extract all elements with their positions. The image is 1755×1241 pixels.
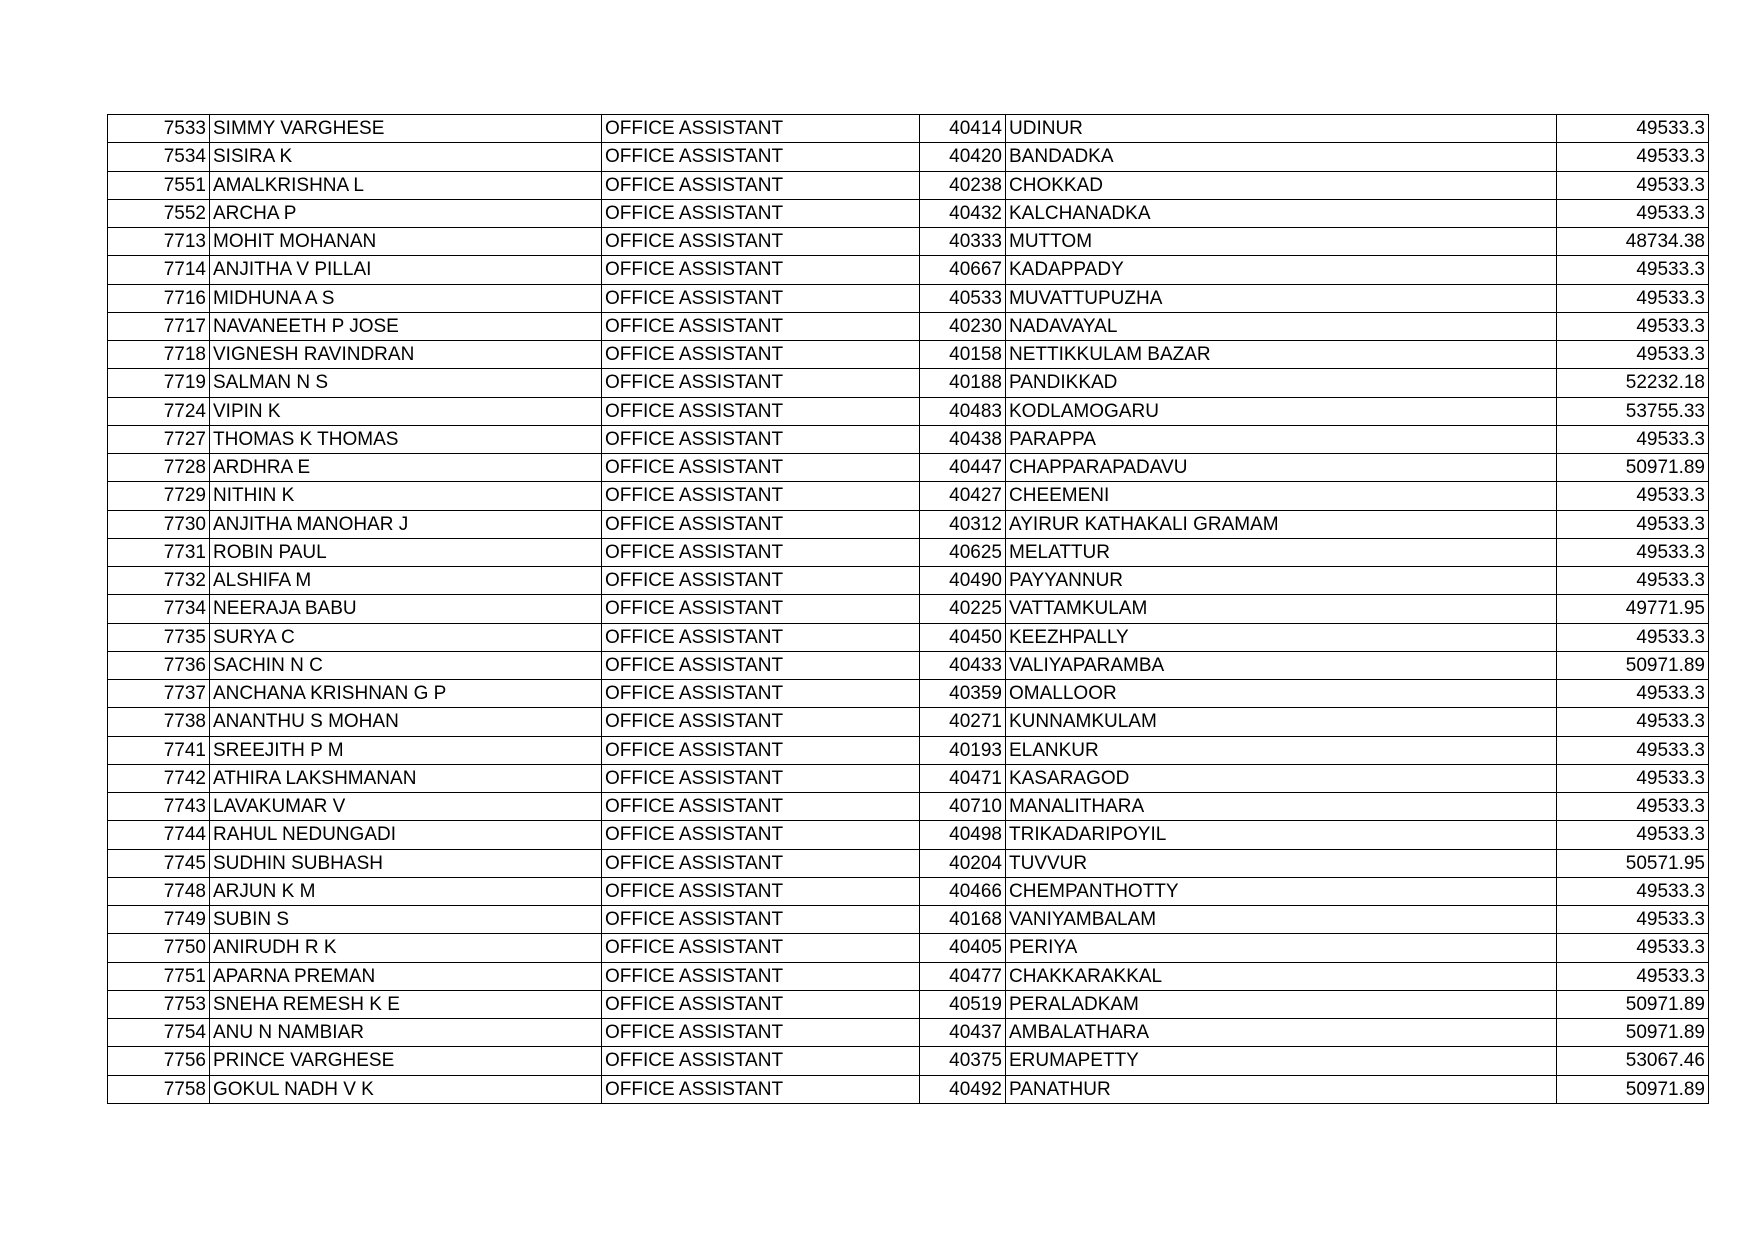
place-cell: PANDIKKAD: [1006, 369, 1557, 397]
table-row: [108, 171, 1709, 199]
name-cell: MIDHUNA A S: [210, 284, 602, 312]
place-cell: CHEEMENI: [1006, 482, 1557, 510]
amount-cell: 50571.95: [1557, 849, 1709, 877]
position-cell: OFFICE ASSISTANT: [602, 1019, 920, 1047]
code-cell: 40466: [920, 877, 1006, 905]
name-cell: NITHIN K: [210, 482, 602, 510]
name-cell: AMALKRISHNA L: [210, 171, 602, 199]
id-cell: 7735: [108, 623, 210, 651]
id-cell: 7736: [108, 651, 210, 679]
id-cell: 7754: [108, 1019, 210, 1047]
place-cell: KUNNAMKULAM: [1006, 708, 1557, 736]
amount-cell: 49533.3: [1557, 538, 1709, 566]
position-cell: OFFICE ASSISTANT: [602, 680, 920, 708]
name-cell: SUBIN S: [210, 906, 602, 934]
code-cell: 40230: [920, 312, 1006, 340]
name-cell: PRINCE VARGHESE: [210, 1047, 602, 1075]
position-cell: OFFICE ASSISTANT: [602, 341, 920, 369]
name-cell: ALSHIFA M: [210, 567, 602, 595]
place-cell: MUVATTUPUZHA: [1006, 284, 1557, 312]
position-cell: OFFICE ASSISTANT: [602, 849, 920, 877]
position-cell: OFFICE ASSISTANT: [602, 736, 920, 764]
name-cell: SUDHIN SUBHASH: [210, 849, 602, 877]
amount-cell: 53067.46: [1557, 1047, 1709, 1075]
name-cell: LAVAKUMAR V: [210, 793, 602, 821]
position-cell: OFFICE ASSISTANT: [602, 482, 920, 510]
name-cell: SREEJITH P M: [210, 736, 602, 764]
place-cell: PERIYA: [1006, 934, 1557, 962]
table-row: [108, 877, 1709, 905]
id-cell: 7753: [108, 990, 210, 1018]
table-row: [108, 680, 1709, 708]
place-cell: MUTTOM: [1006, 228, 1557, 256]
place-cell: VALIYAPARAMBA: [1006, 651, 1557, 679]
position-cell: OFFICE ASSISTANT: [602, 764, 920, 792]
name-cell: ANJITHA V PILLAI: [210, 256, 602, 284]
code-cell: 40533: [920, 284, 1006, 312]
place-cell: PANATHUR: [1006, 1075, 1557, 1103]
code-cell: 40433: [920, 651, 1006, 679]
code-cell: 40667: [920, 256, 1006, 284]
id-cell: 7727: [108, 425, 210, 453]
id-cell: 7716: [108, 284, 210, 312]
amount-cell: 50971.89: [1557, 651, 1709, 679]
position-cell: OFFICE ASSISTANT: [602, 228, 920, 256]
id-cell: 7713: [108, 228, 210, 256]
amount-cell: 50971.89: [1557, 990, 1709, 1018]
name-cell: SURYA C: [210, 623, 602, 651]
position-cell: OFFICE ASSISTANT: [602, 990, 920, 1018]
position-cell: OFFICE ASSISTANT: [602, 877, 920, 905]
id-cell: 7749: [108, 906, 210, 934]
name-cell: SISIRA K: [210, 143, 602, 171]
position-cell: OFFICE ASSISTANT: [602, 708, 920, 736]
code-cell: 40312: [920, 510, 1006, 538]
id-cell: 7534: [108, 143, 210, 171]
code-cell: 40359: [920, 680, 1006, 708]
code-cell: 40447: [920, 454, 1006, 482]
table-row: [108, 651, 1709, 679]
code-cell: 40204: [920, 849, 1006, 877]
id-cell: 7742: [108, 764, 210, 792]
position-cell: OFFICE ASSISTANT: [602, 256, 920, 284]
amount-cell: 49533.3: [1557, 736, 1709, 764]
name-cell: ANIRUDH R K: [210, 934, 602, 962]
place-cell: OMALLOOR: [1006, 680, 1557, 708]
code-cell: 40420: [920, 143, 1006, 171]
id-cell: 7551: [108, 171, 210, 199]
code-cell: 40427: [920, 482, 1006, 510]
id-cell: 7737: [108, 680, 210, 708]
id-cell: 7729: [108, 482, 210, 510]
code-cell: 40437: [920, 1019, 1006, 1047]
place-cell: AMBALATHARA: [1006, 1019, 1557, 1047]
amount-cell: 49533.3: [1557, 171, 1709, 199]
code-cell: 40471: [920, 764, 1006, 792]
position-cell: OFFICE ASSISTANT: [602, 425, 920, 453]
code-cell: 40375: [920, 1047, 1006, 1075]
code-cell: 40193: [920, 736, 1006, 764]
code-cell: 40492: [920, 1075, 1006, 1103]
name-cell: ANJITHA MANOHAR J: [210, 510, 602, 538]
amount-cell: 49533.3: [1557, 567, 1709, 595]
position-cell: OFFICE ASSISTANT: [602, 284, 920, 312]
amount-cell: 49533.3: [1557, 821, 1709, 849]
place-cell: TRIKADARIPOYIL: [1006, 821, 1557, 849]
id-cell: 7748: [108, 877, 210, 905]
name-cell: ROBIN PAUL: [210, 538, 602, 566]
table-row: [108, 1019, 1709, 1047]
code-cell: 40432: [920, 199, 1006, 227]
amount-cell: 50971.89: [1557, 454, 1709, 482]
code-cell: 40158: [920, 341, 1006, 369]
name-cell: SACHIN N C: [210, 651, 602, 679]
position-cell: OFFICE ASSISTANT: [602, 454, 920, 482]
data-table: [107, 114, 1709, 1104]
code-cell: 40271: [920, 708, 1006, 736]
name-cell: ANANTHU S MOHAN: [210, 708, 602, 736]
place-cell: BANDADKA: [1006, 143, 1557, 171]
id-cell: 7745: [108, 849, 210, 877]
position-cell: OFFICE ASSISTANT: [602, 623, 920, 651]
code-cell: 40519: [920, 990, 1006, 1018]
position-cell: OFFICE ASSISTANT: [602, 312, 920, 340]
position-cell: OFFICE ASSISTANT: [602, 651, 920, 679]
place-cell: KODLAMOGARU: [1006, 397, 1557, 425]
table-row: [108, 538, 1709, 566]
position-cell: OFFICE ASSISTANT: [602, 510, 920, 538]
name-cell: NAVANEETH P JOSE: [210, 312, 602, 340]
name-cell: GOKUL NADH V K: [210, 1075, 602, 1103]
id-cell: 7743: [108, 793, 210, 821]
amount-cell: 49533.3: [1557, 284, 1709, 312]
name-cell: APARNA PREMAN: [210, 962, 602, 990]
name-cell: ANU N NAMBIAR: [210, 1019, 602, 1047]
name-cell: ARJUN K M: [210, 877, 602, 905]
place-cell: UDINUR: [1006, 115, 1557, 143]
position-cell: OFFICE ASSISTANT: [602, 369, 920, 397]
place-cell: KASARAGOD: [1006, 764, 1557, 792]
amount-cell: 50971.89: [1557, 1019, 1709, 1047]
id-cell: 7724: [108, 397, 210, 425]
name-cell: ATHIRA LAKSHMANAN: [210, 764, 602, 792]
amount-cell: 49533.3: [1557, 906, 1709, 934]
table-row: [108, 962, 1709, 990]
table-row: [108, 821, 1709, 849]
table-row: [108, 567, 1709, 595]
code-cell: 40450: [920, 623, 1006, 651]
id-cell: 7714: [108, 256, 210, 284]
amount-cell: 49533.3: [1557, 312, 1709, 340]
code-cell: 40498: [920, 821, 1006, 849]
place-cell: PARAPPA: [1006, 425, 1557, 453]
place-cell: VATTAMKULAM: [1006, 595, 1557, 623]
position-cell: OFFICE ASSISTANT: [602, 595, 920, 623]
amount-cell: 49533.3: [1557, 962, 1709, 990]
table-row: [108, 990, 1709, 1018]
place-cell: KADAPPADY: [1006, 256, 1557, 284]
id-cell: 7552: [108, 199, 210, 227]
table-row: [108, 595, 1709, 623]
table-row: [108, 736, 1709, 764]
amount-cell: 49533.3: [1557, 708, 1709, 736]
table-row: [108, 1047, 1709, 1075]
place-cell: KALCHANADKA: [1006, 199, 1557, 227]
code-cell: 40625: [920, 538, 1006, 566]
id-cell: 7744: [108, 821, 210, 849]
amount-cell: 49533.3: [1557, 510, 1709, 538]
place-cell: CHAPPARAPADAVU: [1006, 454, 1557, 482]
amount-cell: 49533.3: [1557, 482, 1709, 510]
id-cell: 7741: [108, 736, 210, 764]
amount-cell: 49533.3: [1557, 623, 1709, 651]
table-body: [108, 115, 1709, 1104]
table-row: [108, 793, 1709, 821]
position-cell: OFFICE ASSISTANT: [602, 1075, 920, 1103]
id-cell: 7751: [108, 962, 210, 990]
place-cell: CHOKKAD: [1006, 171, 1557, 199]
table-row: [108, 341, 1709, 369]
place-cell: CHEMPANTHOTTY: [1006, 877, 1557, 905]
id-cell: 7717: [108, 312, 210, 340]
id-cell: 7731: [108, 538, 210, 566]
name-cell: MOHIT MOHANAN: [210, 228, 602, 256]
table-row: [108, 1075, 1709, 1103]
table-row: [108, 934, 1709, 962]
amount-cell: 48734.38: [1557, 228, 1709, 256]
amount-cell: 49533.3: [1557, 341, 1709, 369]
code-cell: 40225: [920, 595, 1006, 623]
name-cell: VIGNESH RAVINDRAN: [210, 341, 602, 369]
table-row: [108, 115, 1709, 143]
table-row: [108, 369, 1709, 397]
place-cell: ERUMAPETTY: [1006, 1047, 1557, 1075]
name-cell: ARDHRA E: [210, 454, 602, 482]
amount-cell: 49533.3: [1557, 115, 1709, 143]
table-row: [108, 284, 1709, 312]
name-cell: SIMMY VARGHESE: [210, 115, 602, 143]
position-cell: OFFICE ASSISTANT: [602, 143, 920, 171]
id-cell: 7728: [108, 454, 210, 482]
position-cell: OFFICE ASSISTANT: [602, 793, 920, 821]
table-row: [108, 510, 1709, 538]
table-row: [108, 708, 1709, 736]
amount-cell: 50971.89: [1557, 1075, 1709, 1103]
amount-cell: 49533.3: [1557, 199, 1709, 227]
name-cell: ANCHANA KRISHNAN G P: [210, 680, 602, 708]
id-cell: 7756: [108, 1047, 210, 1075]
name-cell: SALMAN N S: [210, 369, 602, 397]
table-row: [108, 143, 1709, 171]
code-cell: 40483: [920, 397, 1006, 425]
amount-cell: 49533.3: [1557, 256, 1709, 284]
place-cell: TUVVUR: [1006, 849, 1557, 877]
name-cell: VIPIN K: [210, 397, 602, 425]
position-cell: OFFICE ASSISTANT: [602, 115, 920, 143]
position-cell: OFFICE ASSISTANT: [602, 1047, 920, 1075]
position-cell: OFFICE ASSISTANT: [602, 171, 920, 199]
amount-cell: 53755.33: [1557, 397, 1709, 425]
amount-cell: 49771.95: [1557, 595, 1709, 623]
table-row: [108, 397, 1709, 425]
place-cell: VANIYAMBALAM: [1006, 906, 1557, 934]
code-cell: 40490: [920, 567, 1006, 595]
id-cell: 7718: [108, 341, 210, 369]
table-row: [108, 849, 1709, 877]
position-cell: OFFICE ASSISTANT: [602, 538, 920, 566]
amount-cell: 49533.3: [1557, 425, 1709, 453]
place-cell: NETTIKKULAM BAZAR: [1006, 341, 1557, 369]
amount-cell: 52232.18: [1557, 369, 1709, 397]
position-cell: OFFICE ASSISTANT: [602, 397, 920, 425]
code-cell: 40710: [920, 793, 1006, 821]
id-cell: 7533: [108, 115, 210, 143]
name-cell: THOMAS K THOMAS: [210, 425, 602, 453]
position-cell: OFFICE ASSISTANT: [602, 821, 920, 849]
position-cell: OFFICE ASSISTANT: [602, 934, 920, 962]
place-cell: ELANKUR: [1006, 736, 1557, 764]
name-cell: NEERAJA BABU: [210, 595, 602, 623]
position-cell: OFFICE ASSISTANT: [602, 906, 920, 934]
code-cell: 40414: [920, 115, 1006, 143]
table-row: [108, 623, 1709, 651]
place-cell: MELATTUR: [1006, 538, 1557, 566]
place-cell: PERALADKAM: [1006, 990, 1557, 1018]
amount-cell: 49533.3: [1557, 143, 1709, 171]
table-row: [108, 199, 1709, 227]
name-cell: ARCHA P: [210, 199, 602, 227]
amount-cell: 49533.3: [1557, 877, 1709, 905]
name-cell: SNEHA REMESH K E: [210, 990, 602, 1018]
amount-cell: 49533.3: [1557, 764, 1709, 792]
table-row: [108, 256, 1709, 284]
place-cell: CHAKKARAKKAL: [1006, 962, 1557, 990]
code-cell: 40188: [920, 369, 1006, 397]
id-cell: 7730: [108, 510, 210, 538]
position-cell: OFFICE ASSISTANT: [602, 567, 920, 595]
name-cell: RAHUL NEDUNGADI: [210, 821, 602, 849]
place-cell: PAYYANNUR: [1006, 567, 1557, 595]
table-row: [108, 312, 1709, 340]
code-cell: 40477: [920, 962, 1006, 990]
table-row: [108, 228, 1709, 256]
place-cell: MANALITHARA: [1006, 793, 1557, 821]
id-cell: 7750: [108, 934, 210, 962]
id-cell: 7734: [108, 595, 210, 623]
id-cell: 7732: [108, 567, 210, 595]
table-row: [108, 764, 1709, 792]
code-cell: 40405: [920, 934, 1006, 962]
position-cell: OFFICE ASSISTANT: [602, 962, 920, 990]
table-row: [108, 454, 1709, 482]
table-row: [108, 906, 1709, 934]
code-cell: 40333: [920, 228, 1006, 256]
id-cell: 7758: [108, 1075, 210, 1103]
id-cell: 7738: [108, 708, 210, 736]
code-cell: 40438: [920, 425, 1006, 453]
place-cell: NADAVAYAL: [1006, 312, 1557, 340]
table-row: [108, 425, 1709, 453]
amount-cell: 49533.3: [1557, 934, 1709, 962]
place-cell: AYIRUR KATHAKALI GRAMAM: [1006, 510, 1557, 538]
code-cell: 40168: [920, 906, 1006, 934]
position-cell: OFFICE ASSISTANT: [602, 199, 920, 227]
table-row: [108, 482, 1709, 510]
amount-cell: 49533.3: [1557, 793, 1709, 821]
amount-cell: 49533.3: [1557, 680, 1709, 708]
place-cell: KEEZHPALLY: [1006, 623, 1557, 651]
id-cell: 7719: [108, 369, 210, 397]
code-cell: 40238: [920, 171, 1006, 199]
